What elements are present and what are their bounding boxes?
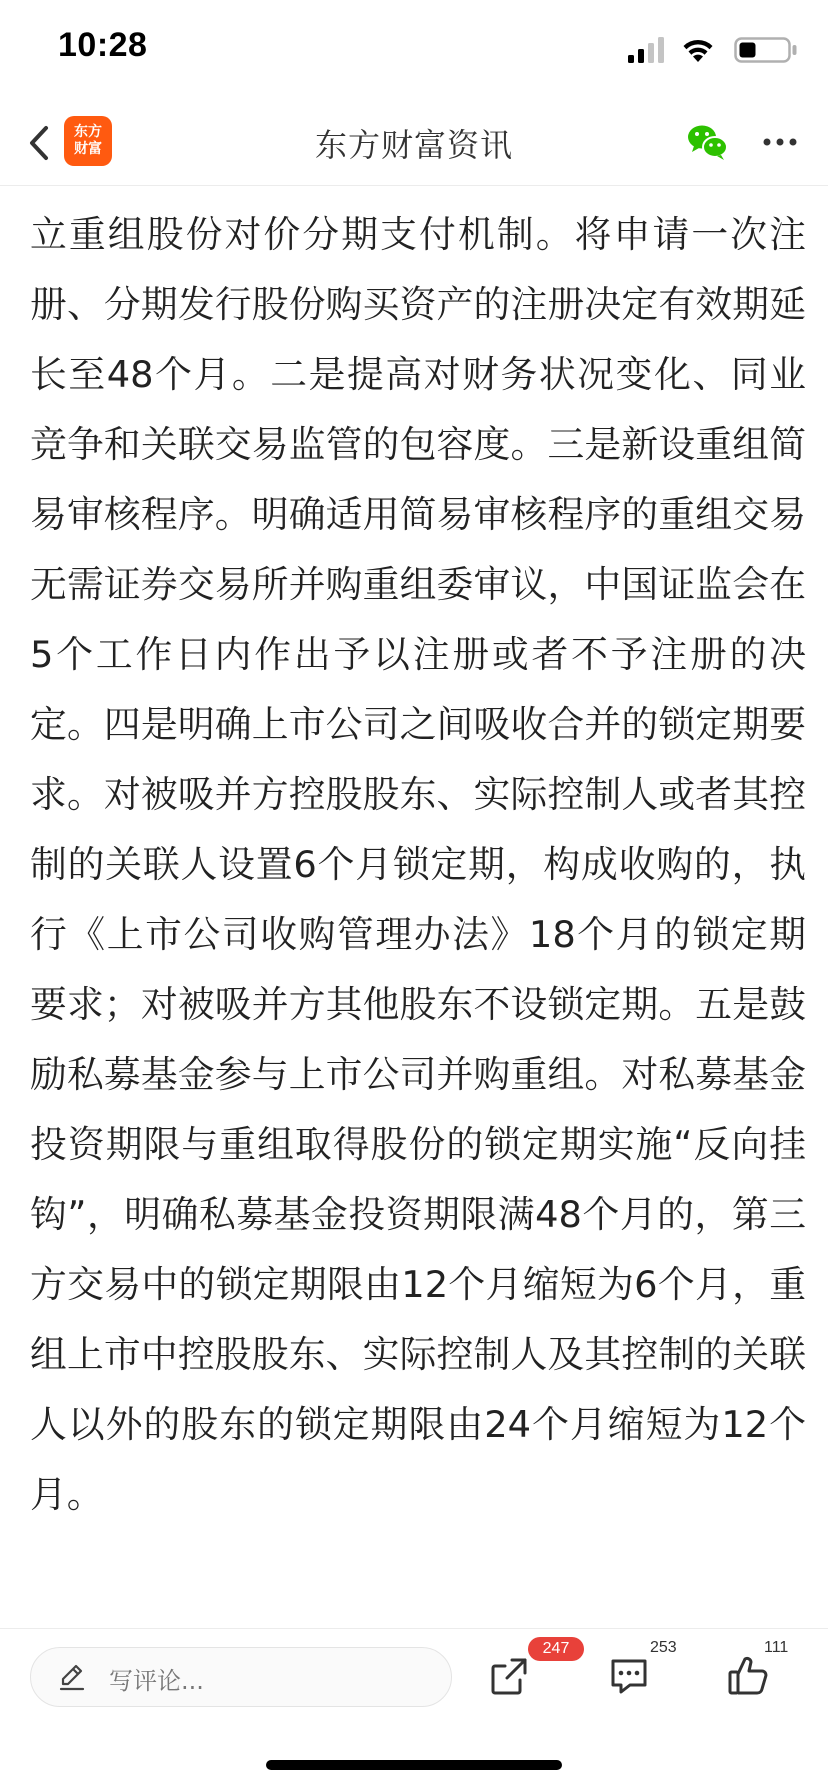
article-paragraph: 立重组股份对价分期支付机制。将申请一次注册、分期发行股份购买资产的注册决定有效期延长至48个月。二是提高对财务状况变化、同业竞争和关联交易监管的包容度。三是新设重组简易审核程序。明确适用简易审核程序的重组交易无需证券交易所并购重组委审议，中国证监会在5个工作日内作出予以注册或者不予注册的决定。四是明确上市公司之间吸收合并的锁定期要求。对被吸并方控股股东、实际控制人或者其控制的关联人设置6个月锁定期，构成收购的，执行《上市公司收购管理办法》18个月的锁定期要求；对被吸并方其他股东不设锁定期。五是鼓励私募基金参与上市公司并购重组。对私募基金投资期限与重组取得股份的锁定期实施“反向挂钩”，明确私募基金投资期限满48个月的，第三方交易中的锁定期限由12个月缩短为6个月，重组上市中控股股东、实际控制人及其控制的关联人以外的股东的锁定期限由24个月缩短为12个月。 (30, 213, 806, 1516)
share-icon[interactable] (488, 1655, 530, 1697)
status-time: 10:28 (58, 26, 148, 64)
status-icons (618, 36, 798, 64)
share-count-badge: 247 (528, 1637, 584, 1661)
pencil-icon (57, 1662, 87, 1692)
wechat-share-icon[interactable] (686, 122, 730, 162)
battery-icon (734, 36, 798, 64)
cellular-signal-icon (626, 36, 666, 64)
logo-text-line2: 财富 (74, 141, 102, 157)
comment-placeholder: 写评论... (109, 1667, 204, 1695)
article-body (30, 186, 806, 1628)
thumbs-up-icon[interactable] (726, 1653, 770, 1697)
comment-input[interactable] (30, 1647, 452, 1707)
like-count: 111 (764, 1639, 789, 1656)
status-bar (0, 0, 828, 100)
more-options-icon[interactable] (762, 136, 798, 148)
page-title: 东方财富资讯 (314, 126, 513, 164)
logo-text-line1: 东方 (74, 124, 102, 140)
wifi-icon (680, 36, 716, 64)
comment-count: 253 (650, 1639, 677, 1656)
comment-icon[interactable] (608, 1655, 650, 1697)
nav-bar (0, 100, 828, 186)
home-indicator (266, 1760, 562, 1770)
